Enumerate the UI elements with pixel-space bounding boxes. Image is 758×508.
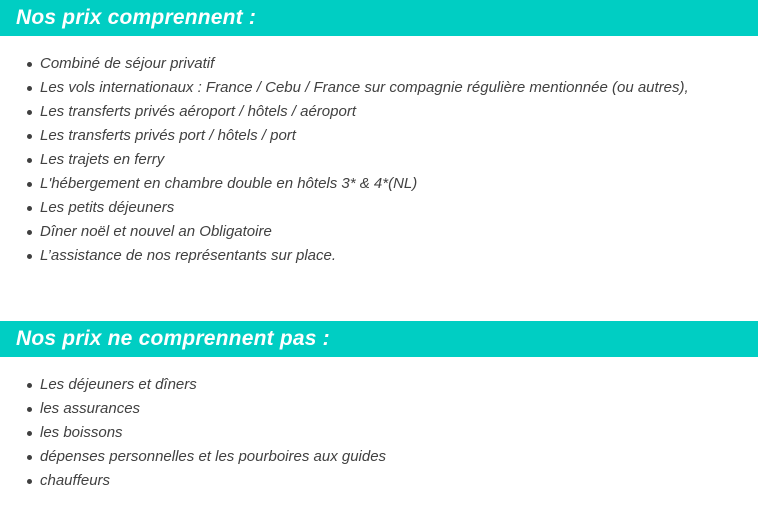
bullet-icon — [27, 431, 32, 436]
bullet-icon — [27, 206, 32, 211]
bullet-icon — [27, 62, 32, 67]
included-list — [0, 36, 758, 268]
list-item-text: Les petits déjeuners — [40, 199, 175, 216]
list-item-text: Dîner noël et nouvel an Obligatoire — [40, 223, 272, 240]
bullet-icon — [27, 407, 32, 412]
bullet-icon — [27, 110, 32, 115]
list-item-text: les boissons — [40, 424, 123, 441]
list-item — [0, 220, 738, 244]
list-item — [0, 52, 738, 76]
bullet-icon — [27, 230, 32, 235]
list-item-text: Les déjeuners et dîners — [40, 376, 197, 393]
list-item — [0, 148, 738, 172]
list-item — [0, 397, 738, 421]
section-prices-excluded — [0, 321, 758, 493]
bullet-icon — [27, 254, 32, 259]
list-item-text: Les transferts privés port / hôtels / port — [40, 127, 296, 144]
bullet-icon — [27, 182, 32, 187]
list-item-text: dépenses personnelles et les pourboires aux guides — [40, 448, 387, 465]
excluded-list — [0, 357, 758, 493]
list-item — [0, 421, 738, 445]
bullet-icon — [27, 455, 32, 460]
included-section-title: Nos prix comprennent : — [16, 6, 257, 29]
list-item — [0, 100, 738, 124]
list-item-text: L'hébergement en chambre double en hôtels 3* & 4*(NL) — [40, 175, 418, 192]
list-item-text: L’assistance de nos représentants sur place. — [40, 247, 337, 264]
bullet-icon — [27, 479, 32, 484]
list-item — [0, 244, 738, 268]
excluded-header-bar — [0, 321, 758, 357]
bullet-icon — [27, 383, 32, 388]
list-item-text: Les trajets en ferry — [40, 151, 165, 168]
list-item-text: chauffeurs — [40, 472, 111, 489]
bullet-icon — [27, 134, 32, 139]
excluded-section-title: Nos prix ne comprennent pas : — [16, 327, 330, 350]
list-item-text: Les transferts privés aéroport / hôtels / aéroport — [40, 103, 356, 120]
list-item — [0, 445, 738, 469]
list-item-text: Combiné de séjour privatif — [40, 55, 215, 72]
list-item — [0, 196, 738, 220]
list-item — [0, 373, 738, 397]
list-item — [0, 124, 738, 148]
included-header-bar — [0, 0, 758, 36]
list-item — [0, 76, 738, 100]
list-item-text: les assurances — [40, 400, 141, 417]
list-item — [0, 469, 738, 493]
list-item — [0, 172, 738, 196]
bullet-icon — [27, 86, 32, 91]
list-item-text: Les vols internationaux : France / Cebu / France sur compagnie régulière mentionnée (ou autres), — [40, 79, 689, 96]
bullet-icon — [27, 158, 32, 163]
